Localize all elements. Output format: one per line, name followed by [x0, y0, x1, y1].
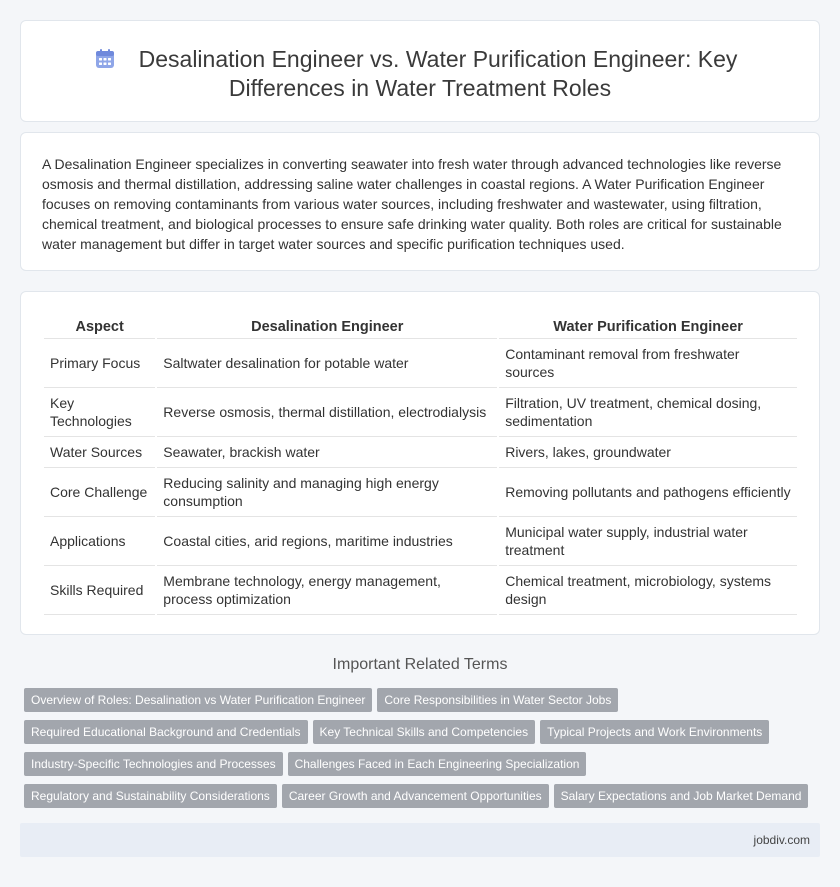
intro-card: [20, 132, 820, 271]
column-header: Aspect: [44, 314, 155, 339]
table-cell: Municipal water supply, industrial water treatment: [499, 517, 797, 566]
intro-text: A Desalination Engineer specializes in converting seawater into fresh water through advanced technologies like reverse osmosis and thermal distillation, addressing saline water challenges in coastal regions. A Water Purification Engineer focuses on removing contaminants from various water sources, including freshwater and wastewater, using filtration, chemical treatment, and biological processes to ensure safe drinking water quality. Both roles are critical for sustainable water management but differ in target water sources and specific purification techniques used.: [42, 156, 782, 252]
related-term-tag[interactable]: Career Growth and Advancement Opportunities: [282, 784, 549, 808]
table-cell: Water Sources: [44, 437, 155, 468]
table-row: [44, 388, 797, 437]
table-cell: Saltwater desalination for potable water: [157, 339, 497, 388]
table-cell: Membrane technology, energy management, process optimization: [157, 566, 497, 615]
table-cell: Core Challenge: [44, 468, 155, 517]
table-row: [44, 339, 797, 388]
table-cell: Reverse osmosis, thermal distillation, electrodialysis: [157, 388, 497, 437]
comparison-card: [20, 291, 820, 635]
table-cell: Reducing salinity and managing high energy consumption: [157, 468, 497, 517]
related-terms-title: Important Related Terms: [332, 656, 508, 673]
table-row: [44, 517, 797, 566]
table-cell: Primary Focus: [44, 339, 155, 388]
table-cell: Chemical treatment, microbiology, systems design: [499, 566, 797, 615]
related-term-tag[interactable]: Industry-Specific Technologies and Processes: [24, 752, 283, 776]
table-cell: Contaminant removal from freshwater sources: [499, 339, 797, 388]
page-title-line1: Desalination Engineer vs. Water Purification Engineer: Key: [138, 46, 738, 72]
related-term-tag[interactable]: Core Responsibilities in Water Sector Jobs: [377, 688, 618, 712]
related-term-tag[interactable]: Typical Projects and Work Environments: [540, 720, 769, 744]
table-cell: Coastal cities, arid regions, maritime industries: [157, 517, 497, 566]
comparison-table: [42, 314, 799, 615]
column-header: Desalination Engineer: [157, 314, 497, 339]
table-cell: Rivers, lakes, groundwater: [499, 437, 797, 468]
related-term-tag[interactable]: Overview of Roles: Desalination vs Water Purification Engineer: [24, 688, 372, 712]
related-term-tag[interactable]: Challenges Faced in Each Engineering Specialization: [288, 752, 587, 776]
page-title-line2: Differences in Water Treatment Roles: [228, 75, 612, 101]
page-title: [21, 45, 819, 103]
related-term-tag[interactable]: Regulatory and Sustainability Considerations: [24, 784, 277, 808]
header-card: [20, 20, 820, 122]
column-header: Water Purification Engineer: [499, 314, 797, 339]
table-cell: Skills Required: [44, 566, 155, 615]
table-cell: Seawater, brackish water: [157, 437, 497, 468]
table-row: [44, 566, 797, 615]
footer: [20, 823, 820, 857]
table-row: [44, 437, 797, 468]
related-term-tag[interactable]: Salary Expectations and Job Market Demand: [554, 784, 809, 808]
related-term-tag[interactable]: Key Technical Skills and Competencies: [313, 720, 536, 744]
table-cell: Key Technologies: [44, 388, 155, 437]
related-terms-list: [24, 688, 824, 816]
table-cell: Removing pollutants and pathogens efficiently: [499, 468, 797, 517]
table-cell: Filtration, UV treatment, chemical dosing, sedimentation: [499, 388, 797, 437]
footer-site-link[interactable]: jobdiv.com: [753, 833, 810, 847]
related-term-tag[interactable]: Required Educational Background and Credentials: [24, 720, 308, 744]
table-row: [44, 468, 797, 517]
table-cell: Applications: [44, 517, 155, 566]
table-header-row: [44, 314, 797, 339]
